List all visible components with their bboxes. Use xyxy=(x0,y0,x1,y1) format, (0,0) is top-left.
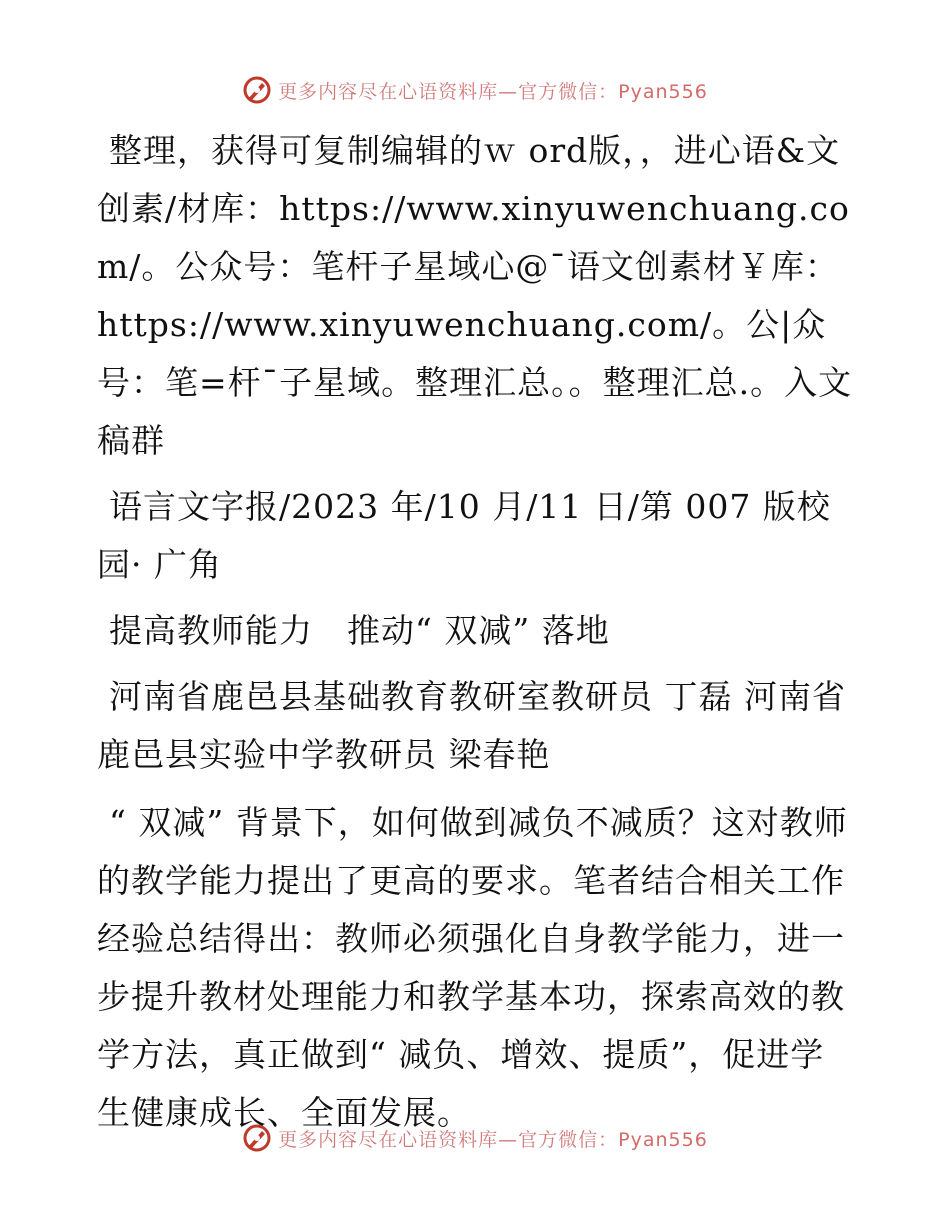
pen-in-circle-logo-icon xyxy=(242,75,272,105)
intro-paragraph: 整理，获得可复制编辑的ｗ ord版，，进心语&文创素/材库：https://www.xinyuwenchuang.com/。公众号：笔杆子星域心@¯语文创素材￥库：https://www.xinyuwenchuang.com/。公|众号：笔=杆¯子星域。整理汇总。。整理汇总.。入文稿群 xyxy=(97,131,853,460)
banner-text: 更多内容尽在心语资料库—官方微信： xyxy=(278,1128,619,1151)
header-watermark-banner xyxy=(0,70,950,110)
banner-wechat-id: Pyan556 xyxy=(618,80,708,103)
banner-wechat-id: Pyan556 xyxy=(618,1128,708,1151)
pen-in-circle-logo-icon xyxy=(242,1123,272,1153)
article-title: 提高教师能力 推动“ 双减” 落地 xyxy=(109,611,610,650)
banner-text: 更多内容尽在心语资料库—官方微信： xyxy=(278,80,619,103)
document-body xyxy=(97,122,857,1142)
body-paragraph: “ 双减” 背景下，如何做到减负不减质？这对教师的教学能力提出了更高的要求。笔者结合相关工作经验总结得出：教师必须强化自身教学能力，进一步提升教材处理能力和教学基本功，探索高效的教学方法，真正做到“ 减负、增效、提质”，促进学生健康成长、全面发展。 xyxy=(97,803,848,1132)
footer-watermark-banner xyxy=(0,1118,950,1158)
author-line: 河南省鹿邑县基础教育教研室教研员 丁磊 河南省鹿邑县实验中学教研员 梁春艳 xyxy=(97,677,846,774)
source-line: 语言文字报/2023 年/10 月/11 日/第 007 版校园· 广角 xyxy=(97,487,831,584)
